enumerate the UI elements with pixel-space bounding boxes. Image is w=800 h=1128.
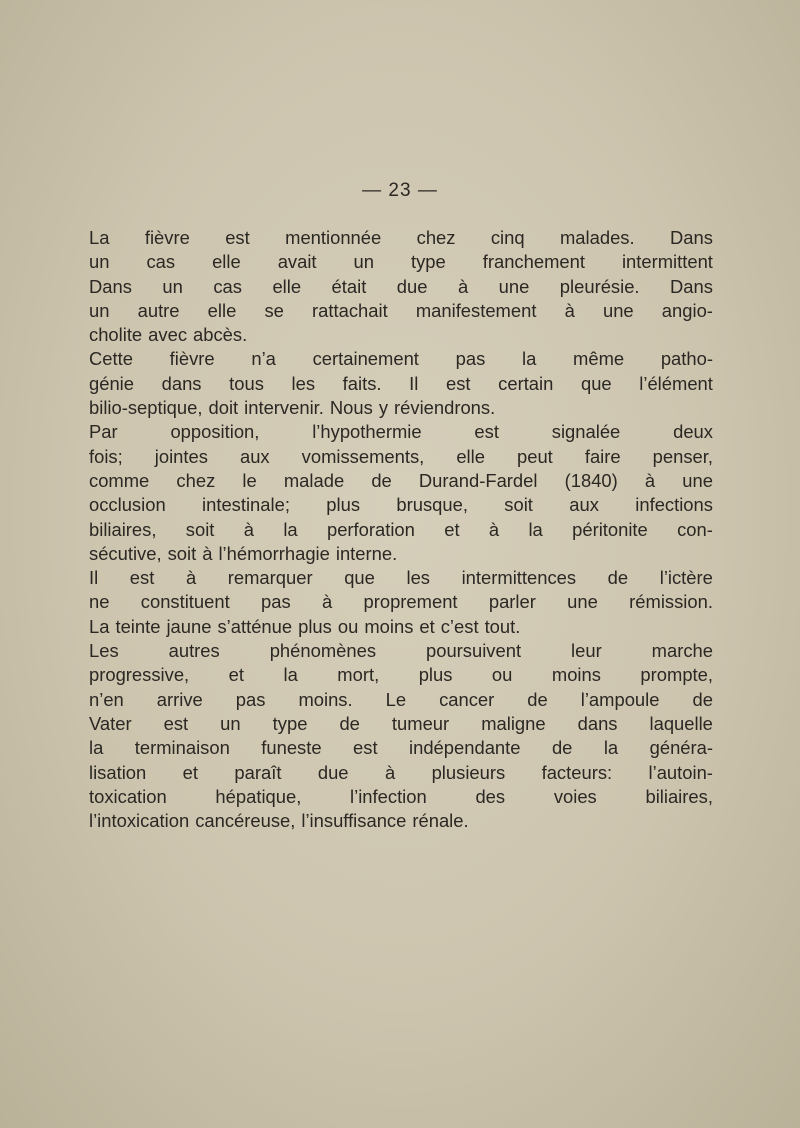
word: soit [185, 518, 215, 540]
word: la [521, 348, 537, 370]
text-line [89, 299, 713, 323]
word: pas [235, 688, 266, 710]
word: aux [239, 445, 270, 467]
word: cinq [490, 227, 525, 248]
text-line [89, 275, 713, 299]
word: cas [213, 275, 242, 297]
word: de [692, 688, 713, 710]
word: un [353, 251, 374, 273]
text-line [89, 396, 713, 420]
word: réviendrons. [394, 397, 496, 419]
word: est [225, 227, 250, 248]
word: Dans [670, 275, 713, 297]
word: Durand-Fardel [418, 469, 538, 491]
word: facteurs: [541, 761, 613, 783]
word: due [396, 275, 428, 297]
text-line [89, 590, 713, 614]
word: et [444, 518, 460, 540]
text-line [89, 323, 713, 347]
word: à [384, 761, 396, 783]
word: des [475, 785, 506, 807]
word: et [182, 761, 198, 783]
word: constituent [140, 591, 230, 613]
word: à [321, 591, 333, 613]
word: l’infection [350, 785, 427, 807]
word: elle [456, 445, 485, 467]
word: paraît [234, 761, 282, 783]
word: n’a [251, 348, 276, 370]
text-line [89, 518, 713, 542]
word: de [339, 712, 360, 734]
word: de [527, 688, 548, 710]
word: voies [553, 785, 597, 807]
word: intestinale; [202, 494, 290, 516]
word: funeste [261, 737, 322, 759]
word: est [445, 372, 471, 394]
text-line [89, 469, 713, 493]
word: type [272, 712, 308, 734]
word: infections [635, 494, 713, 516]
word: moins. [298, 688, 353, 710]
word: l’ictère [659, 567, 713, 589]
word: fièvre [144, 227, 190, 248]
word: se [264, 299, 284, 321]
word: et [419, 615, 435, 637]
word: biliaires, [89, 518, 157, 540]
word: les [291, 372, 316, 394]
word: que [344, 567, 375, 589]
word: l’élément [639, 372, 713, 394]
word: à [243, 518, 254, 540]
word: autre [137, 299, 180, 321]
word: tous [229, 372, 264, 394]
word: interne. [335, 542, 398, 564]
text-line [89, 493, 713, 517]
text-line [89, 761, 713, 785]
text-line [89, 615, 713, 639]
word: plus [326, 494, 361, 516]
word: comme [89, 469, 150, 491]
word: franchement [482, 251, 585, 273]
word: moins [551, 664, 601, 686]
word: moins [364, 615, 414, 637]
word: jointes [154, 445, 208, 467]
word: sécutive, [89, 542, 162, 564]
word: n’en [89, 688, 124, 710]
word: remarquer [227, 567, 313, 589]
word: la [528, 518, 543, 540]
text-line [89, 445, 713, 469]
text-line [89, 688, 713, 712]
word: même [573, 348, 625, 370]
word: terminaison [134, 737, 230, 759]
word: con- [677, 518, 713, 540]
word: signalée [551, 421, 621, 443]
word: malade [283, 469, 345, 491]
text-line [89, 809, 713, 833]
word: Le [385, 688, 407, 710]
word: phénomènes [269, 640, 377, 662]
word: péritonite [572, 518, 648, 540]
text-line [89, 226, 713, 250]
word: Il [409, 372, 419, 394]
page-number: — 23 — [362, 180, 438, 201]
word: que [580, 372, 612, 394]
word: (1840) [564, 469, 618, 491]
word: prompte, [640, 664, 713, 686]
word: le [242, 469, 257, 491]
word: génie [89, 372, 134, 394]
word: chez [416, 227, 456, 248]
word: de [607, 567, 629, 589]
word: Il [89, 567, 99, 589]
word: avec [148, 324, 188, 346]
word: l’insuffisance [301, 810, 407, 832]
word: l’autoin- [648, 761, 713, 783]
word: pleurésie. [559, 275, 640, 297]
word: avait [277, 251, 317, 273]
word: soit [167, 542, 197, 564]
word: plusieurs [431, 761, 506, 783]
word: penser, [652, 445, 713, 467]
body-text [89, 226, 713, 833]
word: dans [577, 712, 618, 734]
word: à [185, 567, 197, 589]
word: y [378, 397, 389, 419]
word: la [283, 518, 298, 540]
word: marche [651, 640, 713, 662]
word: intermittent [621, 251, 713, 273]
word: leur [571, 640, 602, 662]
word: Par [89, 421, 118, 443]
text-line [89, 542, 713, 566]
word: occlusion [89, 494, 166, 516]
word: elle [212, 251, 241, 273]
word: mort, [337, 664, 380, 686]
word: faits. [342, 372, 382, 394]
word: lisation [89, 761, 147, 783]
word: une [498, 275, 530, 297]
word: pas [261, 591, 291, 613]
word: cancéreuse, [195, 810, 296, 832]
word: un [220, 712, 241, 734]
word: tout. [484, 615, 521, 637]
word: l’hypothermie [312, 421, 422, 443]
word: ou [337, 615, 359, 637]
word: maligne [481, 712, 546, 734]
word: Nous [329, 397, 373, 419]
word: à [488, 518, 500, 540]
word: plus [298, 615, 332, 637]
word: type [410, 251, 446, 273]
word: généra- [649, 737, 713, 759]
word: Vater [89, 712, 132, 734]
word: les [406, 567, 430, 589]
word: rémission. [629, 591, 713, 613]
word: soit [504, 494, 533, 516]
word: ou [491, 664, 513, 686]
word: elle [207, 299, 237, 321]
word: un [89, 299, 110, 321]
word: l’hémorrhagie [218, 542, 330, 564]
word: la [283, 664, 298, 686]
word: chez [176, 469, 216, 491]
word: deux [673, 421, 713, 443]
word: cancer [439, 688, 495, 710]
word: poursuivent [425, 640, 522, 662]
word: manifestement [415, 299, 537, 321]
text-line [89, 712, 713, 736]
word: fièvre [169, 348, 215, 370]
word: la [89, 737, 104, 759]
word: un [89, 251, 110, 273]
word: plus [418, 664, 453, 686]
word: laquelle [649, 712, 713, 734]
word: brusque, [396, 494, 468, 516]
word: s’atténue [217, 615, 293, 637]
word: due [317, 761, 349, 783]
word: cholite [89, 324, 143, 346]
text-line [89, 347, 713, 371]
text-line [89, 250, 713, 274]
word: à [564, 299, 575, 321]
word: autres [168, 640, 220, 662]
word: ne [89, 591, 110, 613]
word: cas [146, 251, 176, 273]
word: La [89, 615, 110, 637]
word: un [162, 275, 183, 297]
word: patho- [660, 348, 713, 370]
word: biliaires, [645, 785, 713, 807]
word: l’ampoule [580, 688, 660, 710]
word: parler [488, 591, 536, 613]
word: intermittences [461, 567, 577, 589]
word: rénale. [412, 810, 469, 832]
word: faire [584, 445, 621, 467]
word: mentionnée [285, 227, 382, 248]
word: proprement [363, 591, 458, 613]
text-line [89, 372, 713, 396]
word: c’est [440, 615, 479, 637]
word: à [457, 275, 469, 297]
word: la [603, 737, 619, 759]
word: est [353, 737, 378, 759]
word: peut [517, 445, 553, 467]
word: de [551, 737, 573, 759]
word: est [129, 567, 155, 589]
text-line [89, 785, 713, 809]
word: dans [161, 372, 202, 394]
text-line [89, 736, 713, 760]
word: certain [498, 372, 554, 394]
word: La [89, 227, 110, 248]
word: perforation [326, 518, 415, 540]
text-line [89, 663, 713, 687]
word: était [331, 275, 367, 297]
word: elle [272, 275, 302, 297]
text-line [89, 639, 713, 663]
word: une [567, 591, 598, 613]
word: à [202, 542, 213, 564]
word: pas [455, 348, 486, 370]
word: teinte [115, 615, 161, 637]
word: est [163, 712, 189, 734]
word: l’intoxication [89, 810, 190, 832]
word: aux [569, 494, 599, 516]
word: doit [208, 397, 239, 419]
word: arrive [156, 688, 203, 710]
word: de [371, 469, 392, 491]
word: fois; [89, 445, 123, 467]
word: bilio-septique, [89, 397, 203, 419]
word: certainement [312, 348, 419, 370]
word: une [602, 299, 634, 321]
word: indépendante [409, 737, 521, 759]
word: tumeur [391, 712, 450, 734]
word: Dans [89, 275, 132, 297]
word: Les [89, 640, 119, 662]
word: rattachait [312, 299, 388, 321]
word: et [228, 664, 244, 686]
word: jaune [166, 615, 212, 637]
text-line [89, 566, 713, 590]
word: une [682, 469, 713, 491]
word: est [474, 421, 499, 443]
word: intervenir. [244, 397, 324, 419]
word: vomissements, [301, 445, 425, 467]
word: toxication [89, 785, 167, 807]
word: progressive, [89, 664, 190, 686]
word: à [644, 469, 656, 491]
word: Dans [669, 227, 713, 248]
text-line [89, 420, 713, 444]
word: opposition, [170, 421, 260, 443]
word: abcès. [193, 324, 248, 346]
word: Cette [89, 348, 133, 370]
word: malades. [559, 227, 635, 248]
word: angio- [661, 299, 713, 321]
word: hépatique, [215, 785, 302, 807]
